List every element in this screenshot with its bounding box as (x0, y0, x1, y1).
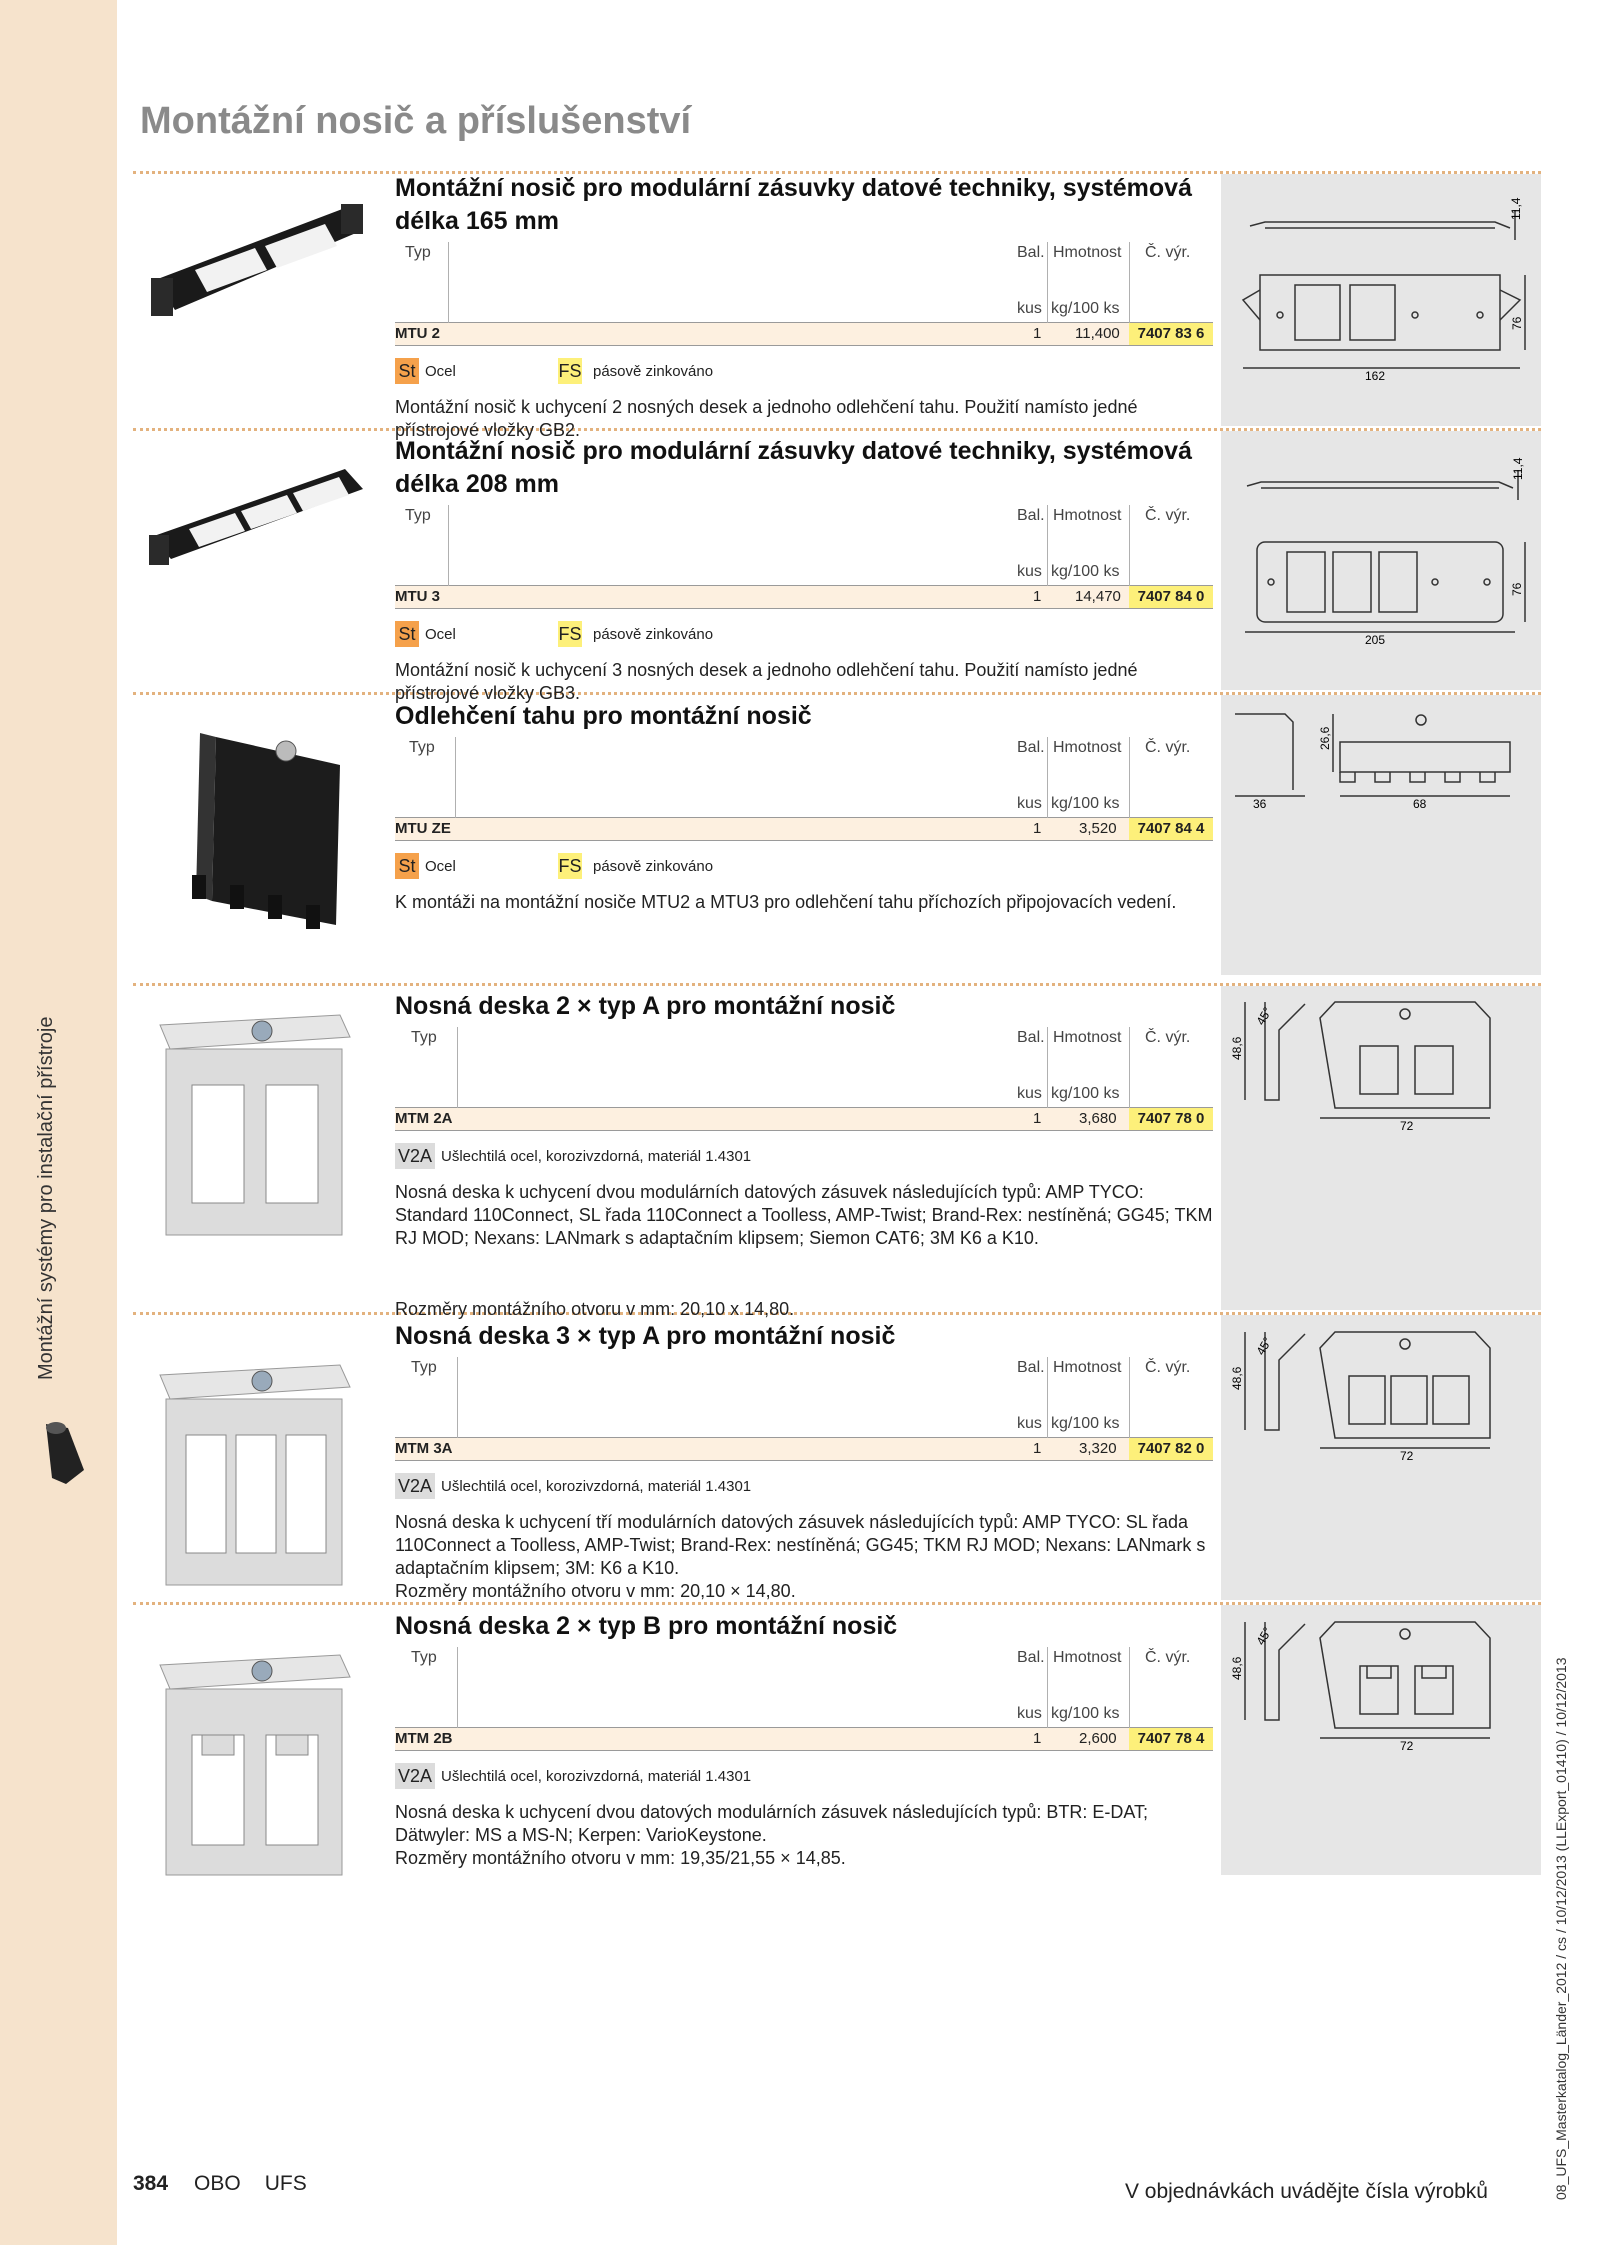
product-code: 7407 82 0 (1129, 1438, 1213, 1460)
mounting-hole-size: Rozměry montážního otvoru v mm: 20,10 × 14,80. (395, 1581, 796, 1601)
table-row (395, 1728, 1213, 1751)
product-type: MTM 2B (395, 1730, 453, 1747)
dim-label: 72 (1400, 1119, 1414, 1133)
col-bal: Bal. (1017, 739, 1045, 756)
material-row (395, 358, 1213, 388)
finish-tag: FS (558, 853, 582, 879)
dim-label: 205 (1365, 633, 1386, 647)
dim-label: 26,6 (1318, 726, 1332, 750)
material-label: Ocel (425, 363, 456, 380)
product-title: Odlehčení tahu pro montážní nosič (395, 702, 812, 730)
unit-kg: kg/100 ks (1051, 1415, 1120, 1432)
technical-drawing-mtm2b (1225, 1610, 1537, 1760)
dim-label: 48,6 (1230, 1656, 1244, 1680)
dim-label: 45° (1253, 1624, 1275, 1648)
product-description: Montážní nosič k uchycení 3 nosných desek a jednoho odlehčení tahu. Použití namísto jedné přístrojové vložky GB3. (395, 660, 1138, 703)
dim-label: 45° (1253, 1334, 1275, 1358)
material-row (395, 853, 1213, 883)
product-bal: 1 (1033, 1110, 1042, 1127)
dim-label: 162 (1365, 369, 1386, 380)
product-table (395, 1027, 1213, 1131)
page-number: 384 (133, 2172, 169, 2195)
product-weight: 2,600 (1079, 1730, 1117, 1747)
product-type: MTM 2A (395, 1110, 453, 1127)
col-hmotnost: Hmotnost (1053, 1029, 1122, 1046)
product-bal: 1 (1033, 588, 1042, 605)
col-hmotnost: Hmotnost (1053, 1649, 1122, 1666)
product-weight: 3,320 (1079, 1440, 1117, 1457)
material-label: Ušlechtilá ocel, korozivzdorná, materiál 1.4301 (441, 1148, 752, 1165)
product-bal: 1 (1033, 1440, 1042, 1457)
product-section-mtm2a (395, 990, 1213, 1321)
product-section-mtm3a (395, 1320, 1213, 1603)
dim-label: 45° (1253, 1004, 1275, 1028)
dim-label: 72 (1400, 1449, 1414, 1463)
footer-brand: OBO (194, 2172, 241, 2195)
unit-kg: kg/100 ks (1051, 563, 1120, 580)
dim-label: 72 (1400, 1739, 1414, 1753)
material-tag: St (395, 853, 419, 879)
material-tag: St (395, 358, 419, 384)
product-weight: 3,680 (1079, 1110, 1117, 1127)
product-title: Montážní nosič pro modulární zásuvky datové techniky, systémová délka 208 mm (395, 437, 1192, 498)
product-code: 7407 78 4 (1129, 1728, 1213, 1750)
col-typ: Typ (411, 1359, 437, 1376)
material-label: Ušlechtilá ocel, korozivzdorná, materiál 1.4301 (441, 1478, 752, 1495)
col-bal: Bal. (1017, 507, 1045, 524)
col-cvyr: Č. výr. (1145, 1029, 1191, 1046)
unit-kus: kus (1017, 563, 1042, 580)
unit-kg: kg/100 ks (1051, 300, 1120, 317)
technical-drawing-mtm2a (1225, 990, 1537, 1140)
technical-drawing-mtu3 (1225, 440, 1537, 650)
unit-kus: kus (1017, 795, 1042, 812)
product-code: 7407 84 4 (1129, 818, 1213, 840)
product-photo-mtm2b (150, 1645, 360, 1880)
product-section-mtu3 (395, 435, 1213, 705)
product-description: Nosná deska k uchycení dvou datových modulárních zásuvek následujících typů: BTR: E-DAT; Dätwyler: MS a MS-N; Kerpen: VarioKeystone. (395, 1802, 1149, 1845)
col-cvyr: Č. výr. (1145, 1359, 1191, 1376)
unit-kus: kus (1017, 300, 1042, 317)
col-typ: Typ (405, 244, 431, 261)
material-tag: V2A (395, 1763, 435, 1789)
product-section-mtm2b (395, 1610, 1213, 1870)
technical-drawing-mtm3a (1225, 1320, 1537, 1470)
material-tag: V2A (395, 1473, 435, 1499)
table-row (395, 323, 1213, 346)
footer-series: UFS (264, 2172, 307, 2195)
footer-order-note: V objednávkách uvádějte čísla výrobků (1124, 2180, 1488, 2203)
side-category-label: Montážní systémy pro instalační přístroje (35, 1016, 57, 1380)
col-hmotnost: Hmotnost (1053, 739, 1122, 756)
col-bal: Bal. (1017, 1359, 1045, 1376)
unit-kus: kus (1017, 1705, 1042, 1722)
product-code: 7407 78 0 (1129, 1108, 1213, 1130)
dim-label: 11,4 (1511, 457, 1525, 480)
col-bal: Bal. (1017, 1649, 1045, 1666)
finish-tag: FS (558, 358, 582, 384)
product-table (395, 737, 1213, 841)
product-bal: 1 (1033, 820, 1042, 837)
unit-kus: kus (1017, 1085, 1042, 1102)
col-cvyr: Č. výr. (1145, 507, 1191, 524)
product-photo-mtu-ze (190, 725, 360, 945)
dim-label: 48,6 (1230, 1366, 1244, 1390)
product-photo-mtm2a (150, 1005, 360, 1240)
cable-icon (38, 1418, 90, 1490)
dim-label: 36 (1253, 797, 1267, 810)
finish-label: pásově zinkováno (593, 858, 714, 875)
table-row (395, 1438, 1213, 1461)
product-code: 7407 84 0 (1129, 586, 1213, 608)
dim-label: 68 (1413, 797, 1427, 810)
technical-drawing-mtu-ze (1225, 700, 1537, 810)
dim-label: 48,6 (1230, 1036, 1244, 1060)
unit-kg: kg/100 ks (1051, 795, 1120, 812)
product-title: Nosná deska 3 × typ A pro montážní nosič (395, 1322, 896, 1350)
col-bal: Bal. (1017, 1029, 1045, 1046)
finish-label: pásově zinkováno (593, 363, 714, 380)
unit-kg: kg/100 ks (1051, 1085, 1120, 1102)
material-tag: V2A (395, 1143, 435, 1169)
product-description: Montážní nosič k uchycení 2 nosných desek a jednoho odlehčení tahu. Použití namísto jedné přístrojové vložky GB2. (395, 397, 1138, 440)
dim-label: 11,4 (1509, 197, 1523, 220)
product-photo-mtm3a (150, 1355, 360, 1590)
material-row (395, 1473, 1213, 1503)
col-typ: Typ (409, 739, 435, 756)
table-row (395, 1108, 1213, 1131)
unit-kg: kg/100 ks (1051, 1705, 1120, 1722)
col-typ: Typ (411, 1649, 437, 1666)
product-type: MTM 3A (395, 1440, 453, 1457)
material-label: Ocel (425, 626, 456, 643)
col-hmotnost: Hmotnost (1053, 1359, 1122, 1376)
footer-left (133, 2172, 331, 2196)
product-description: Nosná deska k uchycení dvou modulárních datových zásuvek následujících typů: AMP TYCO: Standard 110Connect, SL řada 110Connect a Toolless, AMP-Twist; Brand-Rex: nestíněná; GG45; TKM RJ MOD; Nexans: LANmark s adaptačním klipsem; Siemon CAT6; 3M K6 a K10. (395, 1182, 1213, 1248)
technical-drawing-mtu2 (1225, 180, 1537, 380)
col-typ: Typ (411, 1029, 437, 1046)
finish-tag: FS (558, 621, 582, 647)
col-typ: Typ (405, 507, 431, 524)
vertical-footer-meta: 08_UFS_Masterkatalog_Länder_2012 / cs / 10/12/2013 (LLExport_01410) / 10/12/2013 (1553, 1657, 1569, 2200)
material-row (395, 1763, 1213, 1793)
material-label: Ocel (425, 858, 456, 875)
dim-label: 76 (1510, 316, 1524, 330)
col-cvyr: Č. výr. (1145, 739, 1191, 756)
material-row (395, 1143, 1213, 1173)
product-table (395, 1357, 1213, 1461)
product-table (395, 242, 1213, 346)
product-title: Nosná deska 2 × typ A pro montážní nosič (395, 992, 896, 1020)
product-description: K montáži na montážní nosiče MTU2 a MTU3 pro odlehčení tahu příchozích připojovacích vedení. (395, 892, 1177, 912)
unit-kus: kus (1017, 1415, 1042, 1432)
product-section-mtu2 (395, 172, 1213, 442)
product-description: Nosná deska k uchycení tří modulárních datových zásuvek následujících typů: AMP TYCO: SL řada 110Connect a Toolless, AMP-Twist; Brand-Rex: nestíněná; GG45; TKM RJ MOD; Nexans: LANmark s adaptačním klipsem; 3M: K6 a K10. (395, 1512, 1206, 1578)
mounting-hole-size: Rozměry montážního otvoru v mm: 20,10 x 14,80. (395, 1299, 795, 1319)
material-row (395, 621, 1213, 651)
left-margin-strip (0, 0, 117, 2245)
col-cvyr: Č. výr. (1145, 244, 1191, 261)
product-type: MTU 2 (395, 325, 440, 342)
material-tag: St (395, 621, 419, 647)
product-weight: 14,470 (1075, 588, 1121, 605)
material-label: Ušlechtilá ocel, korozivzdorná, materiál 1.4301 (441, 1768, 752, 1785)
page-title: Montážní nosič a příslušenství (140, 100, 692, 142)
product-code: 7407 83 6 (1129, 323, 1213, 345)
product-photo-mtu2 (145, 190, 370, 330)
product-weight: 11,400 (1075, 325, 1120, 342)
finish-label: pásově zinkováno (593, 626, 714, 643)
col-hmotnost: Hmotnost (1053, 507, 1122, 524)
table-row (395, 818, 1213, 841)
product-section-mtu-ze (395, 700, 1213, 914)
table-row (395, 586, 1213, 609)
product-title: Nosná deska 2 × typ B pro montážní nosič (395, 1612, 898, 1640)
col-hmotnost: Hmotnost (1053, 244, 1122, 261)
product-weight: 3,520 (1079, 820, 1117, 837)
product-title: Montážní nosič pro modulární zásuvky datové techniky, systémová délka 165 mm (395, 174, 1192, 235)
col-cvyr: Č. výr. (1145, 1649, 1191, 1666)
mounting-hole-size: Rozměry montážního otvoru v mm: 19,35/21,55 × 14,85. (395, 1848, 846, 1868)
col-bal: Bal. (1017, 244, 1045, 261)
product-table (395, 1647, 1213, 1751)
product-photo-mtu3 (145, 455, 370, 570)
product-type: MTU ZE (395, 820, 451, 837)
product-bal: 1 (1033, 1730, 1042, 1747)
product-table (395, 505, 1213, 609)
product-type: MTU 3 (395, 588, 440, 605)
product-bal: 1 (1033, 325, 1042, 342)
dim-label: 76 (1510, 582, 1524, 596)
